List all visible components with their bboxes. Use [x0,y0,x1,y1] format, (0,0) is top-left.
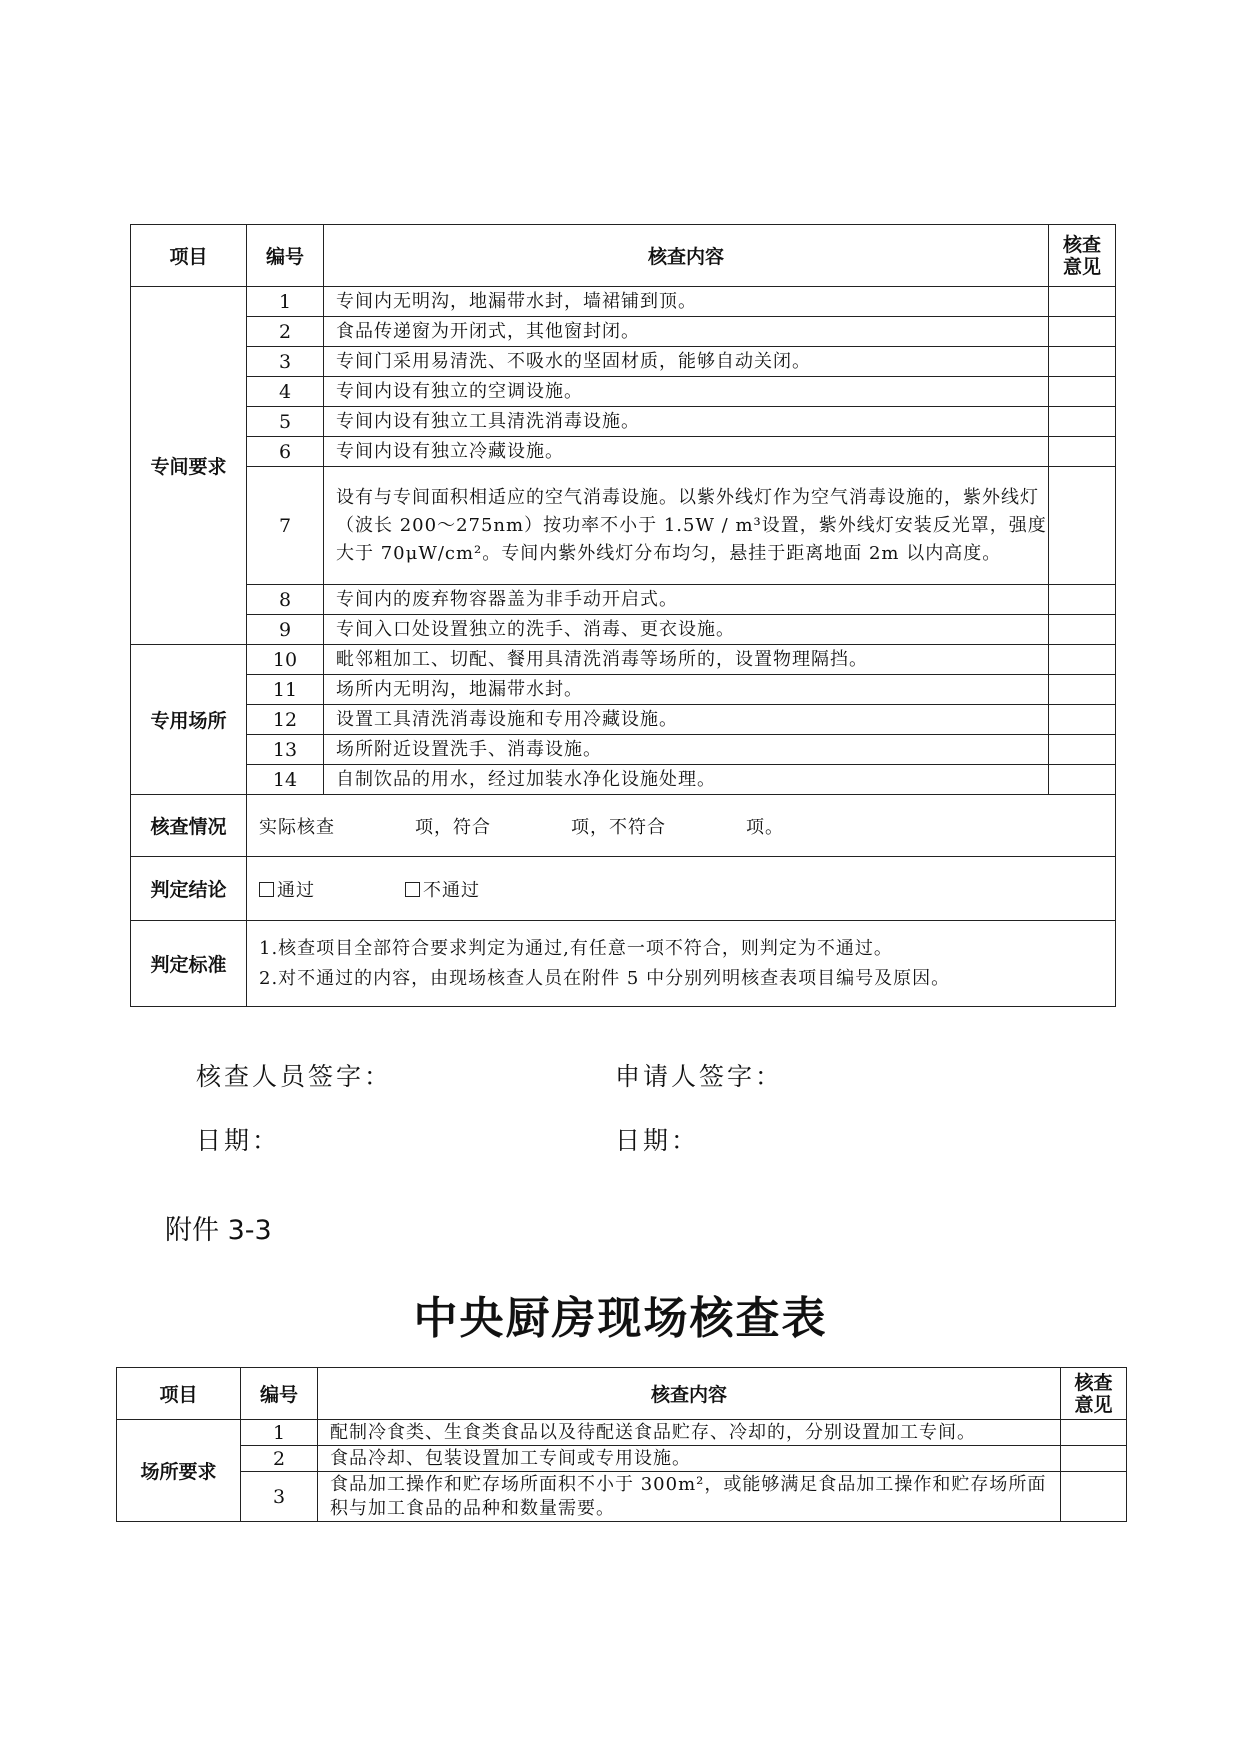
row-number: 1 [241,1420,318,1446]
row-number: 2 [241,1446,318,1472]
header-number: 编号 [247,225,324,287]
opinion-cell[interactable] [1049,347,1116,377]
check-status-label: 核查情况 [131,795,247,857]
row-content: 食品传递窗为开闭式，其他窗封闭。 [324,317,1049,347]
opinion-cell[interactable] [1049,467,1116,585]
date-right-label: 日期： [615,1126,700,1155]
row-content: 场所附近设置洗手、消毒设施。 [324,735,1049,765]
header-opinion: 核查 意见 [1049,225,1116,287]
header-number: 编号 [241,1368,318,1420]
row-number: 2 [247,317,324,347]
row-content: 专间内无明沟，地漏带水封，墙裙铺到顶。 [324,287,1049,317]
row-number: 7 [247,467,324,585]
standard-content: 1.核查项目全部符合要求判定为通过,有任意一项不符合，则判定为不通过。 2.对不通过的内容，由现场核查人员在附件 5 中分别列明核查表项目编号及原因。 [247,921,1116,1007]
opinion-cell[interactable] [1049,705,1116,735]
row-content: 专间内设有独立工具清洗消毒设施。 [324,407,1049,437]
row-content: 专间门采用易清洗、不吸水的坚固材质，能够自动关闭。 [324,347,1049,377]
header-item: 项目 [117,1368,241,1420]
header-opinion: 核查 意见 [1061,1368,1127,1420]
opinion-cell[interactable] [1049,287,1116,317]
row-number: 8 [247,585,324,615]
row-number: 6 [247,437,324,467]
opinion-cell[interactable] [1061,1472,1127,1522]
check-status-content: 实际核查 项，符合 项，不符合 项。 [247,795,1116,857]
row-content: 配制冷食类、生食类食品以及待配送食品贮存、冷却的，分别设置加工专间。 [318,1420,1061,1446]
row-content: 专间内设有独立的空调设施。 [324,377,1049,407]
row-content: 专间内的废弃物容器盖为非手动开启式。 [324,585,1049,615]
row-content: 设有与专间面积相适应的空气消毒设施。以紫外线灯作为空气消毒设施的，紫外线灯（波长 200～275nm）按功率不小于 1.5W / m³设置，紫外线灯安装反光罩，强度大于 70μW/cm²。专间内紫外线灯分布均匀，悬挂于距离地面 2m 以内高度。 [324,467,1049,585]
header-content: 核查内容 [324,225,1049,287]
row-number: 3 [241,1472,318,1522]
opinion-cell[interactable] [1049,765,1116,795]
row-number: 10 [247,645,324,675]
row-number: 9 [247,615,324,645]
applicant-signature-label: 申请人签字： [615,1062,784,1091]
row-content: 设置工具清洗消毒设施和专用冷藏设施。 [324,705,1049,735]
inspector-signature-label: 核查人员签字： [196,1062,393,1091]
inspection-table-central-kitchen [116,1367,1127,1522]
header-content: 核查内容 [318,1368,1061,1420]
conclusion-options [247,857,1116,921]
row-content: 食品冷却、包装设置加工专间或专用设施。 [318,1446,1061,1472]
conclusion-label: 判定结论 [131,857,247,921]
standard-label: 判定标准 [131,921,247,1007]
row-content: 食品加工操作和贮存场所面积不小于 300m²，或能够满足食品加工操作和贮存场所面积与加工食品的品种和数量需要。 [318,1472,1061,1522]
row-content: 自制饮品的用水，经过加装水净化设施处理。 [324,765,1049,795]
opinion-cell[interactable] [1049,377,1116,407]
row-number: 13 [247,735,324,765]
row-number: 12 [247,705,324,735]
row-number: 3 [247,347,324,377]
inspection-table-special-room [130,224,1116,1007]
row-number: 4 [247,377,324,407]
row-number: 11 [247,675,324,705]
row-content: 专间入口处设置独立的洗手、消毒、更衣设施。 [324,615,1049,645]
pass-checkbox[interactable]: 通过 [259,880,315,901]
opinion-cell[interactable] [1049,317,1116,347]
opinion-cell[interactable] [1061,1420,1127,1446]
date-left-label: 日期： [196,1126,281,1155]
opinion-cell[interactable] [1049,645,1116,675]
opinion-cell[interactable] [1049,675,1116,705]
opinion-cell[interactable] [1049,615,1116,645]
category-site-requirements: 场所要求 [117,1420,241,1522]
attachment-label: 附件 3-3 [165,1215,272,1246]
header-item: 项目 [131,225,247,287]
row-number: 5 [247,407,324,437]
fail-checkbox[interactable]: 不通过 [405,880,480,901]
row-content: 场所内无明沟，地漏带水封。 [324,675,1049,705]
opinion-cell[interactable] [1049,437,1116,467]
opinion-cell[interactable] [1061,1446,1127,1472]
opinion-cell[interactable] [1049,735,1116,765]
category-special-room: 专间要求 [131,287,247,645]
category-dedicated-area: 专用场所 [131,645,247,795]
opinion-cell[interactable] [1049,585,1116,615]
opinion-cell[interactable] [1049,407,1116,437]
row-content: 毗邻粗加工、切配、餐用具清洗消毒等场所的，设置物理隔挡。 [324,645,1049,675]
row-content: 专间内设有独立冷藏设施。 [324,437,1049,467]
row-number: 14 [247,765,324,795]
page-title: 中央厨房现场核查表 [413,1293,828,1344]
row-number: 1 [247,287,324,317]
